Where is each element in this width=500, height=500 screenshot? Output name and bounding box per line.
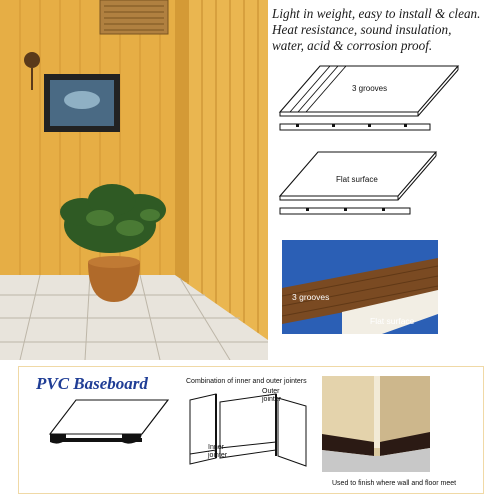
- room-photo: [0, 0, 268, 360]
- inner-jointer-label: Inner jointer: [208, 444, 228, 459]
- grooves-label: 3 grooves: [352, 84, 388, 93]
- jointers-diagram: [186, 390, 312, 470]
- photo-grooves-label: 3 grooves: [292, 292, 330, 302]
- baseboard-diagram: [36, 394, 176, 454]
- finish-caption: Used to finish where wall and floor meet: [332, 480, 457, 487]
- baseboard-photo: [322, 376, 430, 472]
- flat-panel-diagram: [276, 148, 466, 220]
- panel-sample-photo: [282, 240, 438, 334]
- baseboard-title: PVC Baseboard: [36, 374, 148, 393]
- flat-surface-label: Flat surface: [336, 175, 378, 184]
- grooved-panel-diagram: [276, 60, 466, 138]
- intro-text: Light in weight, easy to install & clean. Heat resistance, sound insulation, water, acid & corrosion proof.: [272, 6, 481, 53]
- outer-jointer-label: Outer jointer: [262, 388, 282, 403]
- jointers-caption: Combination of inner and outer jointers: [186, 378, 307, 385]
- photo-flat-label: Flat surface: [370, 316, 415, 326]
